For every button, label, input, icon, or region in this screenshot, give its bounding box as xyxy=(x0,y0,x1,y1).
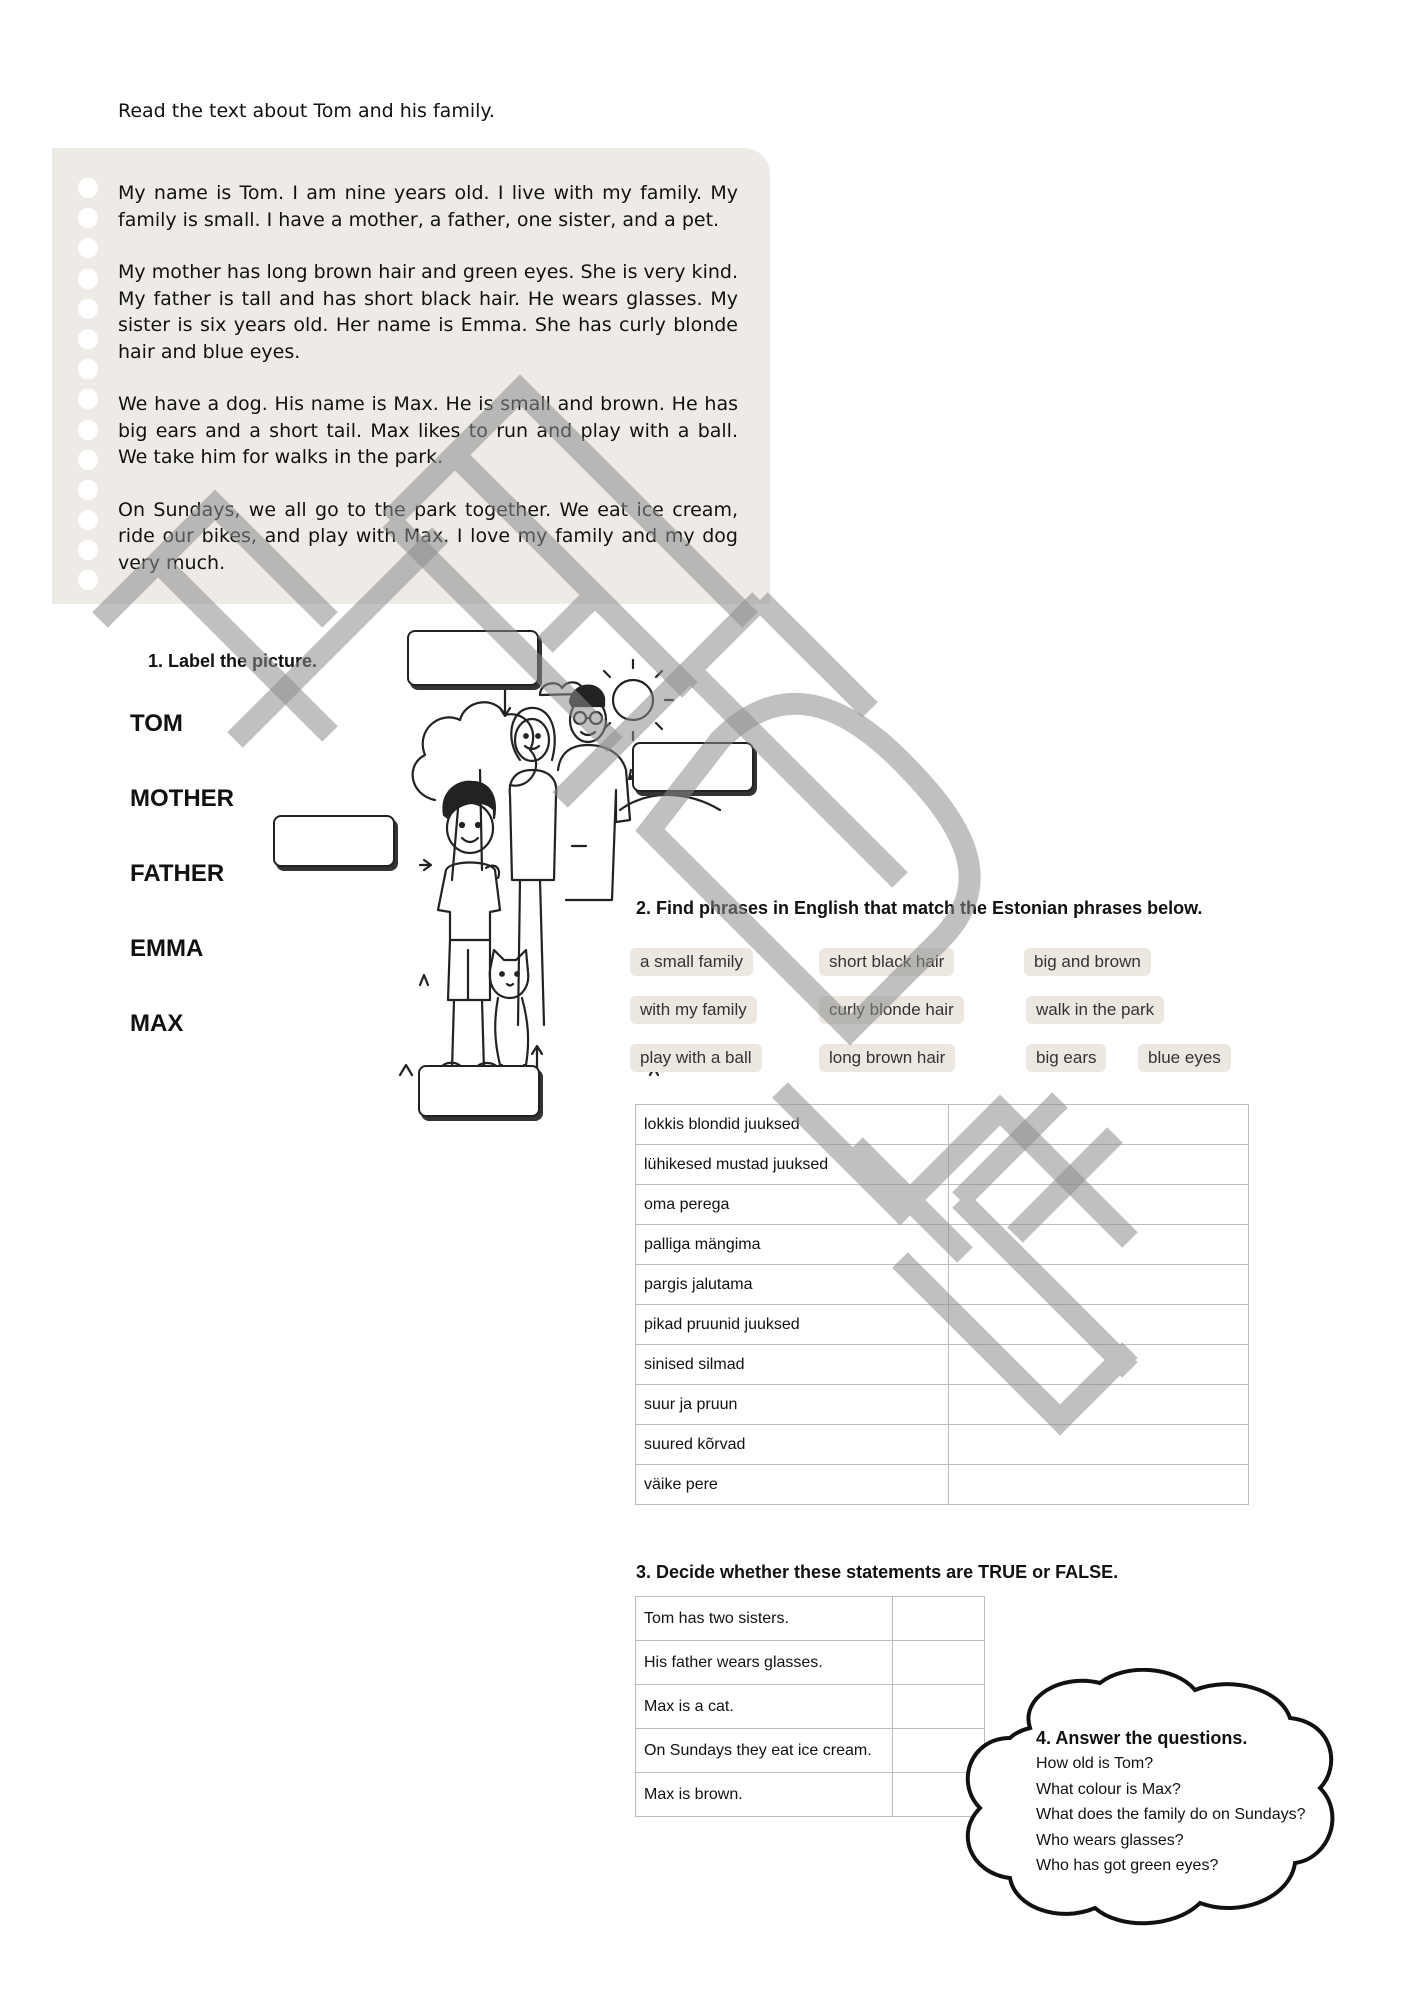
table-row xyxy=(636,1465,1249,1505)
table-row xyxy=(636,1597,985,1641)
question: What does the family do on Sundays? xyxy=(1036,1806,1306,1823)
table-row xyxy=(636,1385,1249,1425)
phrase-chip[interactable]: short black hair xyxy=(819,948,954,976)
statement: Tom has two sisters. xyxy=(636,1597,893,1641)
table-row xyxy=(636,1225,1249,1265)
question: Who wears glasses? xyxy=(1036,1831,1184,1849)
table-row xyxy=(636,1685,985,1729)
phrase-chip[interactable]: big and brown xyxy=(1024,948,1151,976)
name-emma: EMMA xyxy=(130,935,204,962)
name-list xyxy=(130,710,234,1085)
boy-body xyxy=(438,863,500,941)
phrase-chip[interactable]: walk in the park xyxy=(1026,996,1164,1024)
answer-cell[interactable] xyxy=(949,1385,1249,1425)
reading-text xyxy=(118,180,738,602)
task2-title: 2. Find phrases in English that match the Estonian phrases below. xyxy=(636,898,1203,918)
name-mother: MOTHER xyxy=(130,785,234,812)
reading-paragraph: On Sundays, we all go to the park together. We eat ice cream, ride our bikes, and play with Max. I love my family and my dog very much. xyxy=(118,498,738,574)
table-row xyxy=(636,1145,1249,1185)
question: Who has got green eyes? xyxy=(1036,1857,1219,1874)
table-row xyxy=(636,1105,1249,1145)
table-row xyxy=(636,1185,1249,1225)
answer-cell[interactable] xyxy=(949,1105,1249,1145)
table-row xyxy=(636,1425,1249,1465)
name-tom: TOM xyxy=(130,710,183,737)
task1-heading xyxy=(148,651,317,672)
statement: Max is a cat. xyxy=(636,1685,893,1729)
estonian-phrase: pikad pruunid juuksed xyxy=(636,1305,949,1345)
phrase-chip[interactable]: curly blonde hair xyxy=(819,996,964,1024)
table-row xyxy=(636,1641,985,1685)
name-max: MAX xyxy=(130,1010,184,1037)
statement: Max is brown. xyxy=(636,1773,893,1817)
reading-paragraph: We have a dog. His name is Max. He is small and brown. He has big ears and a short tail. Max likes to run and play with a ball. We take him for walks in the park. xyxy=(118,393,738,468)
true-false-table xyxy=(635,1596,985,1817)
task3-title: 3. Decide whether these statements are TRUE or FALSE. xyxy=(636,1562,1119,1582)
label-box-left[interactable] xyxy=(273,815,395,867)
estonian-phrase: lokkis blondid juuksed xyxy=(636,1105,949,1145)
estonian-phrase: oma perega xyxy=(636,1185,949,1225)
reading-paragraph: My mother has long brown hair and green eyes. She is very kind. My father is tall and has short black hair. He wears glasses. My sister is six years old. Her name is Emma. She has curly blonde hair and blue eyes. xyxy=(118,261,738,363)
phrase-chip[interactable]: blue eyes xyxy=(1138,1044,1231,1072)
label-box-bottom[interactable] xyxy=(418,1065,540,1117)
answer-cell[interactable] xyxy=(949,1305,1249,1345)
intro-instruction: Read the text about Tom and his family. xyxy=(118,100,495,122)
questions-box xyxy=(1036,1728,1306,1879)
phrase-match-table xyxy=(635,1104,1249,1505)
estonian-phrase: väike pere xyxy=(636,1465,949,1505)
label-box-right[interactable] xyxy=(632,742,754,792)
estonian-phrase: lühikesed mustad juuksed xyxy=(636,1145,949,1185)
estonian-phrase: suur ja pruun xyxy=(636,1385,949,1425)
answer-cell[interactable] xyxy=(949,1225,1249,1265)
phrase-chip[interactable]: with my family xyxy=(630,996,757,1024)
answer-cell[interactable] xyxy=(949,1345,1249,1385)
task1-title: Label the picture. xyxy=(168,651,318,671)
table-row xyxy=(636,1729,985,1773)
estonian-phrase: suured kõrvad xyxy=(636,1425,949,1465)
answer-cell[interactable] xyxy=(949,1265,1249,1305)
reading-paragraph: My name is Tom. I am nine years old. I live with my family. My family is small. I have a mother, a father, one sister, and a pet. xyxy=(118,182,738,231)
statement: His father wears glasses. xyxy=(636,1641,893,1685)
answer-cell[interactable] xyxy=(893,1597,985,1641)
question: How old is Tom? xyxy=(1036,1755,1154,1772)
statement: On Sundays they eat ice cream. xyxy=(636,1729,893,1773)
label-box-top[interactable] xyxy=(407,630,539,686)
answer-cell[interactable] xyxy=(949,1185,1249,1225)
name-father: FATHER xyxy=(130,860,225,887)
father-body xyxy=(558,745,630,900)
answer-cell[interactable] xyxy=(949,1425,1249,1465)
answer-cell[interactable] xyxy=(949,1465,1249,1505)
estonian-phrase: sinised silmad xyxy=(636,1345,949,1385)
dog-icon xyxy=(490,950,529,998)
table-row xyxy=(636,1265,1249,1305)
phrase-chip[interactable]: long brown hair xyxy=(819,1044,955,1072)
table-row xyxy=(636,1773,985,1817)
notebook-holes xyxy=(78,178,100,601)
answer-cell[interactable] xyxy=(949,1145,1249,1185)
phrase-chip[interactable]: a small family xyxy=(630,948,753,976)
question: What colour is Max? xyxy=(1036,1780,1181,1798)
estonian-phrase: palliga mängima xyxy=(636,1225,949,1265)
table-row xyxy=(636,1345,1249,1385)
sun-icon xyxy=(613,680,653,720)
task4-title: 4. Answer the questions. xyxy=(1036,1728,1248,1748)
phrase-chip[interactable]: big ears xyxy=(1026,1044,1106,1072)
estonian-phrase: pargis jalutama xyxy=(636,1265,949,1305)
task1-number: 1. xyxy=(148,651,164,671)
phrase-chip[interactable]: play with a ball xyxy=(630,1044,762,1072)
table-row xyxy=(636,1305,1249,1345)
